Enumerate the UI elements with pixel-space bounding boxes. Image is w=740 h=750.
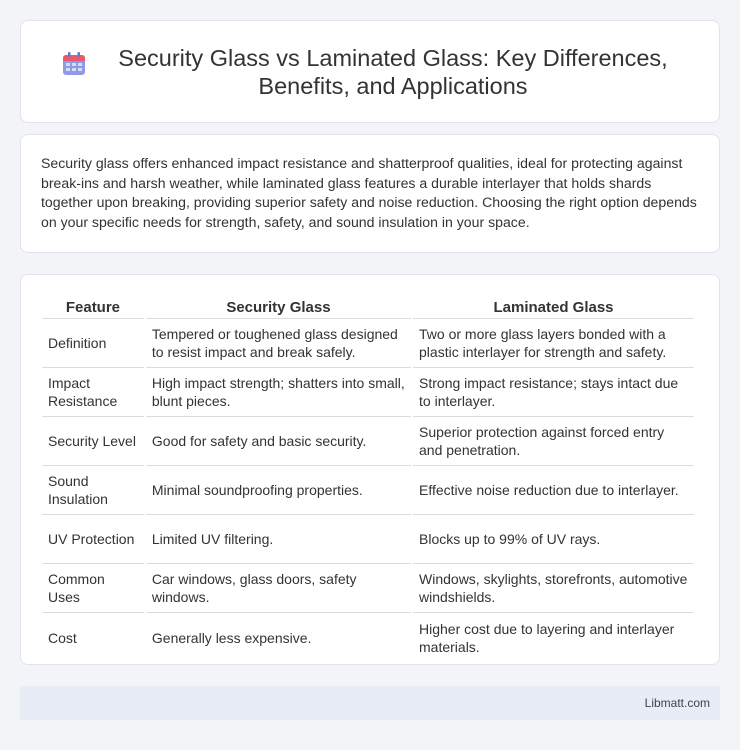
row-feature: Impact Resistance bbox=[42, 368, 144, 417]
row-laminated-value: Windows, skylights, storefronts, automotive windshields. bbox=[413, 564, 694, 613]
page-title: Security Glass vs Laminated Glass: Key Differences, Benefits, and Applications bbox=[118, 44, 668, 99]
title-card bbox=[20, 20, 720, 123]
row-laminated-value: Blocks up to 99% of UV rays. bbox=[413, 515, 694, 564]
row-security-value: Generally less expensive. bbox=[151, 629, 312, 646]
row-security-value: High impact strength; shatters into small, blunt pieces. bbox=[146, 368, 411, 417]
row-laminated-value: Two or more glass layers bonded with a plastic interlayer for strength and safety. bbox=[413, 319, 694, 368]
row-laminated-value: Effective noise reduction due to interlayer. bbox=[413, 466, 694, 515]
footer-brand-link[interactable]: Libmatt.com bbox=[644, 696, 710, 710]
header-feature: Feature bbox=[42, 295, 144, 319]
table-row bbox=[42, 515, 694, 564]
row-laminated-value: Higher cost due to layering and interlayer materials. bbox=[419, 620, 675, 655]
row-security-value: Minimal soundproofing properties. bbox=[146, 466, 411, 515]
comparison-table-card bbox=[20, 274, 720, 665]
row-feature: Common Uses bbox=[42, 564, 144, 613]
comparison-table bbox=[40, 295, 696, 662]
row-laminated-value: Strong impact resistance; stays intact due to interlayer. bbox=[413, 368, 694, 417]
table-row bbox=[42, 417, 694, 466]
table-header-row bbox=[42, 295, 694, 319]
row-laminated-value: Superior protection against forced entry and penetration. bbox=[413, 417, 694, 466]
header-laminated-glass: Laminated Glass bbox=[413, 295, 694, 319]
row-feature: Definition bbox=[42, 319, 144, 368]
intro-paragraph: Security glass offers enhanced impact resistance and shatterproof qualities, ideal for protecting against break-ins and harsh weather, while laminated glass features a durable interlayer that holds shards together upon breaking, providing superior safety and noise reduction. Choosing the right option depends on your specific needs for strength, safety, and sound insulation in your space. bbox=[41, 155, 697, 230]
table-row bbox=[42, 613, 694, 662]
row-security-value: Limited UV filtering. bbox=[146, 515, 411, 564]
row-security-value: Tempered or toughened glass designed to resist impact and break safely. bbox=[146, 319, 411, 368]
table-row bbox=[42, 466, 694, 515]
row-feature: Sound Insulation bbox=[42, 466, 144, 515]
table-row bbox=[42, 564, 694, 613]
row-security-value: Car windows, glass doors, safety windows. bbox=[146, 564, 411, 613]
title-wrap bbox=[61, 44, 679, 100]
table-row bbox=[42, 368, 694, 417]
footer bbox=[20, 686, 720, 720]
table-row bbox=[42, 319, 694, 368]
calendar-icon bbox=[61, 51, 87, 77]
row-feature: UV Protection bbox=[42, 515, 144, 564]
row-feature: Security Level bbox=[42, 417, 144, 466]
header-security-glass: Security Glass bbox=[146, 295, 411, 319]
row-security-value: Good for safety and basic security. bbox=[146, 417, 411, 466]
intro-card bbox=[20, 134, 720, 253]
row-feature: Cost bbox=[48, 629, 77, 646]
